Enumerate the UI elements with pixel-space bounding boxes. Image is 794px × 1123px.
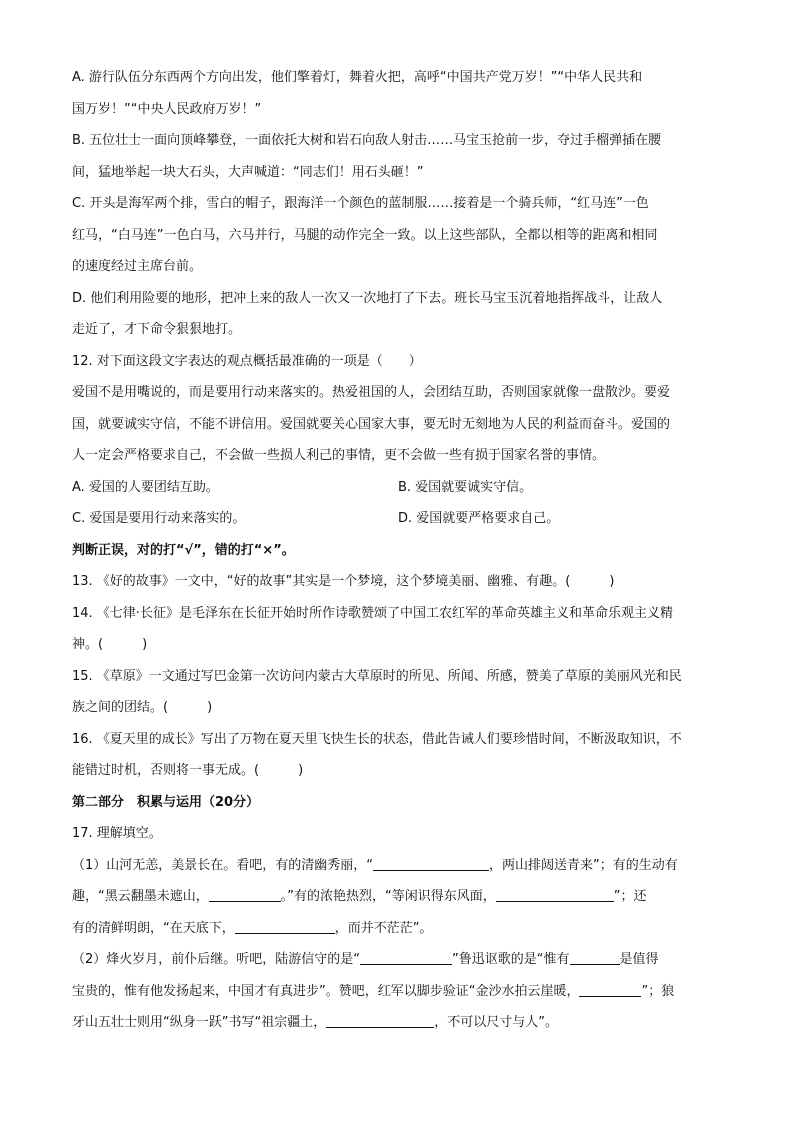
q17-s2-text-d: 宝贵的，惟有他发扬起来，中国才有真进步”。赞吧，红军以脚步验证“金沙水拍云崖暖，	[72, 983, 580, 999]
q17-s1-line3	[72, 913, 724, 945]
document-page	[72, 62, 724, 1039]
q12-option-b: B. 爱国就要诚实守信。	[398, 479, 533, 495]
q12-passage-line1: 爱国不是用嘴说的，而是要用行动来落实的。热爱祖国的人，会团结互助，否则国家就像一盘散沙。要爱	[72, 385, 671, 400]
q17-blank-2[interactable]	[209, 886, 281, 902]
q17-s1-line1	[72, 850, 724, 882]
q17-blank-1[interactable]	[373, 855, 489, 871]
q17-blank-4[interactable]	[235, 918, 335, 934]
q11-option-d-line1: D. 他们利用险要的地形，把冲上来的敌人一次又一次地打了下去。班长马宝玉沉着地指挥战斗，让敌人	[72, 290, 663, 306]
q15-line1: 15. 《草原》一文通过写巴金第一次访问内蒙古大草原时的所见、所闻、所感，赞美了草原的美丽风光和民	[72, 668, 682, 684]
q11-option-c-line3: 的速度经过主席台前。	[72, 259, 203, 274]
q12-passage-line2: 国，就要诚实守信，不能不讲信用。爱国就要关心国家大事，要无时无刻地为人民的利益而奋斗。爱国的	[72, 416, 671, 432]
q17-s2-line3	[72, 1007, 724, 1039]
q17-s1-text-c: 趣，“黑云翻墨未遮山，	[72, 889, 209, 904]
q17-s1-line2	[72, 881, 724, 913]
q12-options-row1	[72, 472, 724, 504]
q16-line2: 能错过时机，否则将一事无成。( )	[72, 763, 304, 778]
q17-blank-7[interactable]	[579, 981, 641, 997]
q17-s2-line1	[72, 944, 724, 976]
q17-s2-text-c: 是值得	[619, 952, 659, 967]
q15-line2: 族之间的团结。( )	[72, 700, 213, 715]
q17-s1-text-e: ”；还	[613, 889, 647, 904]
q13: 13. 《好的故事》一文中，“好的故事”其实是一个梦境，这个梦境美丽、幽雅、有趣。( )	[72, 574, 615, 589]
q12-option-d: D. 爱国就要严格要求自己。	[398, 511, 560, 526]
q17-blank-6[interactable]	[570, 949, 620, 965]
q17-s1-text-g: ，而并不茫茫”。	[334, 920, 433, 936]
q12-option-c: C. 爱国是要用行动来落实的。	[72, 511, 246, 526]
q17-s1-text-f: 有的清鲜明朗，“在天底下，	[72, 920, 235, 936]
q17-s1-text-a: （1）山河无恙，美景长在。看吧，有的清幽秀丽，“	[72, 857, 374, 873]
q12-stem: 12. 对下面这段文字表达的观点概括最准确的一项是（ ）	[72, 353, 422, 369]
q17-s2-line2	[72, 976, 724, 1008]
q11-option-c-line1: C. 开头是海军两个排，雪白的帽子，跟海洋一个颜色的蓝制服……接着是一个骑兵师，“红马连”一色	[72, 196, 649, 211]
q11-option-d-line2: 走近了，才下命令狠狠地打。	[72, 322, 242, 337]
q17-s2-text-b: ”鲁迅讴歌的是“惟有	[452, 952, 570, 967]
q17-s1-text-d: 。”有的浓艳热烈，“等闲识得东风面，	[280, 889, 496, 904]
q17-stem: 17. 理解填空。	[72, 826, 162, 841]
q12-option-a: A. 爱国的人要团结互助。	[72, 479, 219, 495]
q11-option-c-line2: 红马，“白马连”一色白马，六马并行，马腿的动作完全一致。以上这些部队，全都以相等的距离和相同	[72, 227, 658, 243]
q17-s2-text-a: （2）烽火岁月，前仆后继。听吧，陆游信守的是“	[72, 952, 361, 967]
q14-line2: 神。( )	[72, 637, 148, 652]
q14-line1: 14. 《七律·长征》是毛泽东在长征开始时所作诗歌赞颂了中国工农红军的革命英雄主义和革命乐观主义精	[72, 605, 673, 621]
q17-blank-8[interactable]	[326, 1012, 434, 1028]
q17-s2-text-e: ”；狼	[641, 983, 675, 999]
q17-blank-3[interactable]	[496, 886, 614, 902]
q12-passage-line3: 人一定会严格要求自己，不会做一些损人利己的事情，更不会做一些有损于国家名誉的事情。	[72, 448, 606, 463]
q11-option-a-line2: 国万岁！”“中央人民政府万岁！”	[72, 101, 262, 117]
q17-s2-text-f: 牙山五壮士则用“纵身一跃”书写“祖宗疆土，	[72, 1015, 327, 1030]
q17-blank-5[interactable]	[360, 949, 452, 965]
q12-options-row2	[72, 503, 724, 535]
q11-option-a-line1: A. 游行队伍分东西两个方向出发，他们擎着灯，舞着火把，高呼“中国共产党万岁！”“中华人民共和	[72, 70, 643, 85]
part2-heading: 第二部分 积累与运用（20分）	[72, 794, 260, 810]
q11-option-b-line1: B. 五位壮士一面向顶峰攀登，一面依托大树和岩石向敌人射击……马宝玉抢前一步，夺过手榴弹插在腰	[72, 133, 662, 148]
judge-heading: 判断正误，对的打“√”，错的打“×”。	[72, 542, 295, 558]
q16-line1: 16. 《夏天里的成长》写出了万物在夏天里飞快生长的状态，借此告诫人们要珍惜时间，不断汲取知识，不	[72, 731, 682, 747]
q17-s2-text-g: ，不可以尺寸与人”。	[434, 1015, 558, 1030]
q11-option-b-line2: 间，猛地举起一块大石头，大声喊道：“同志们！用石头砸！”	[72, 164, 424, 180]
q17-s1-text-b: ，两山排闼送青来”；有的生动有	[489, 857, 678, 873]
